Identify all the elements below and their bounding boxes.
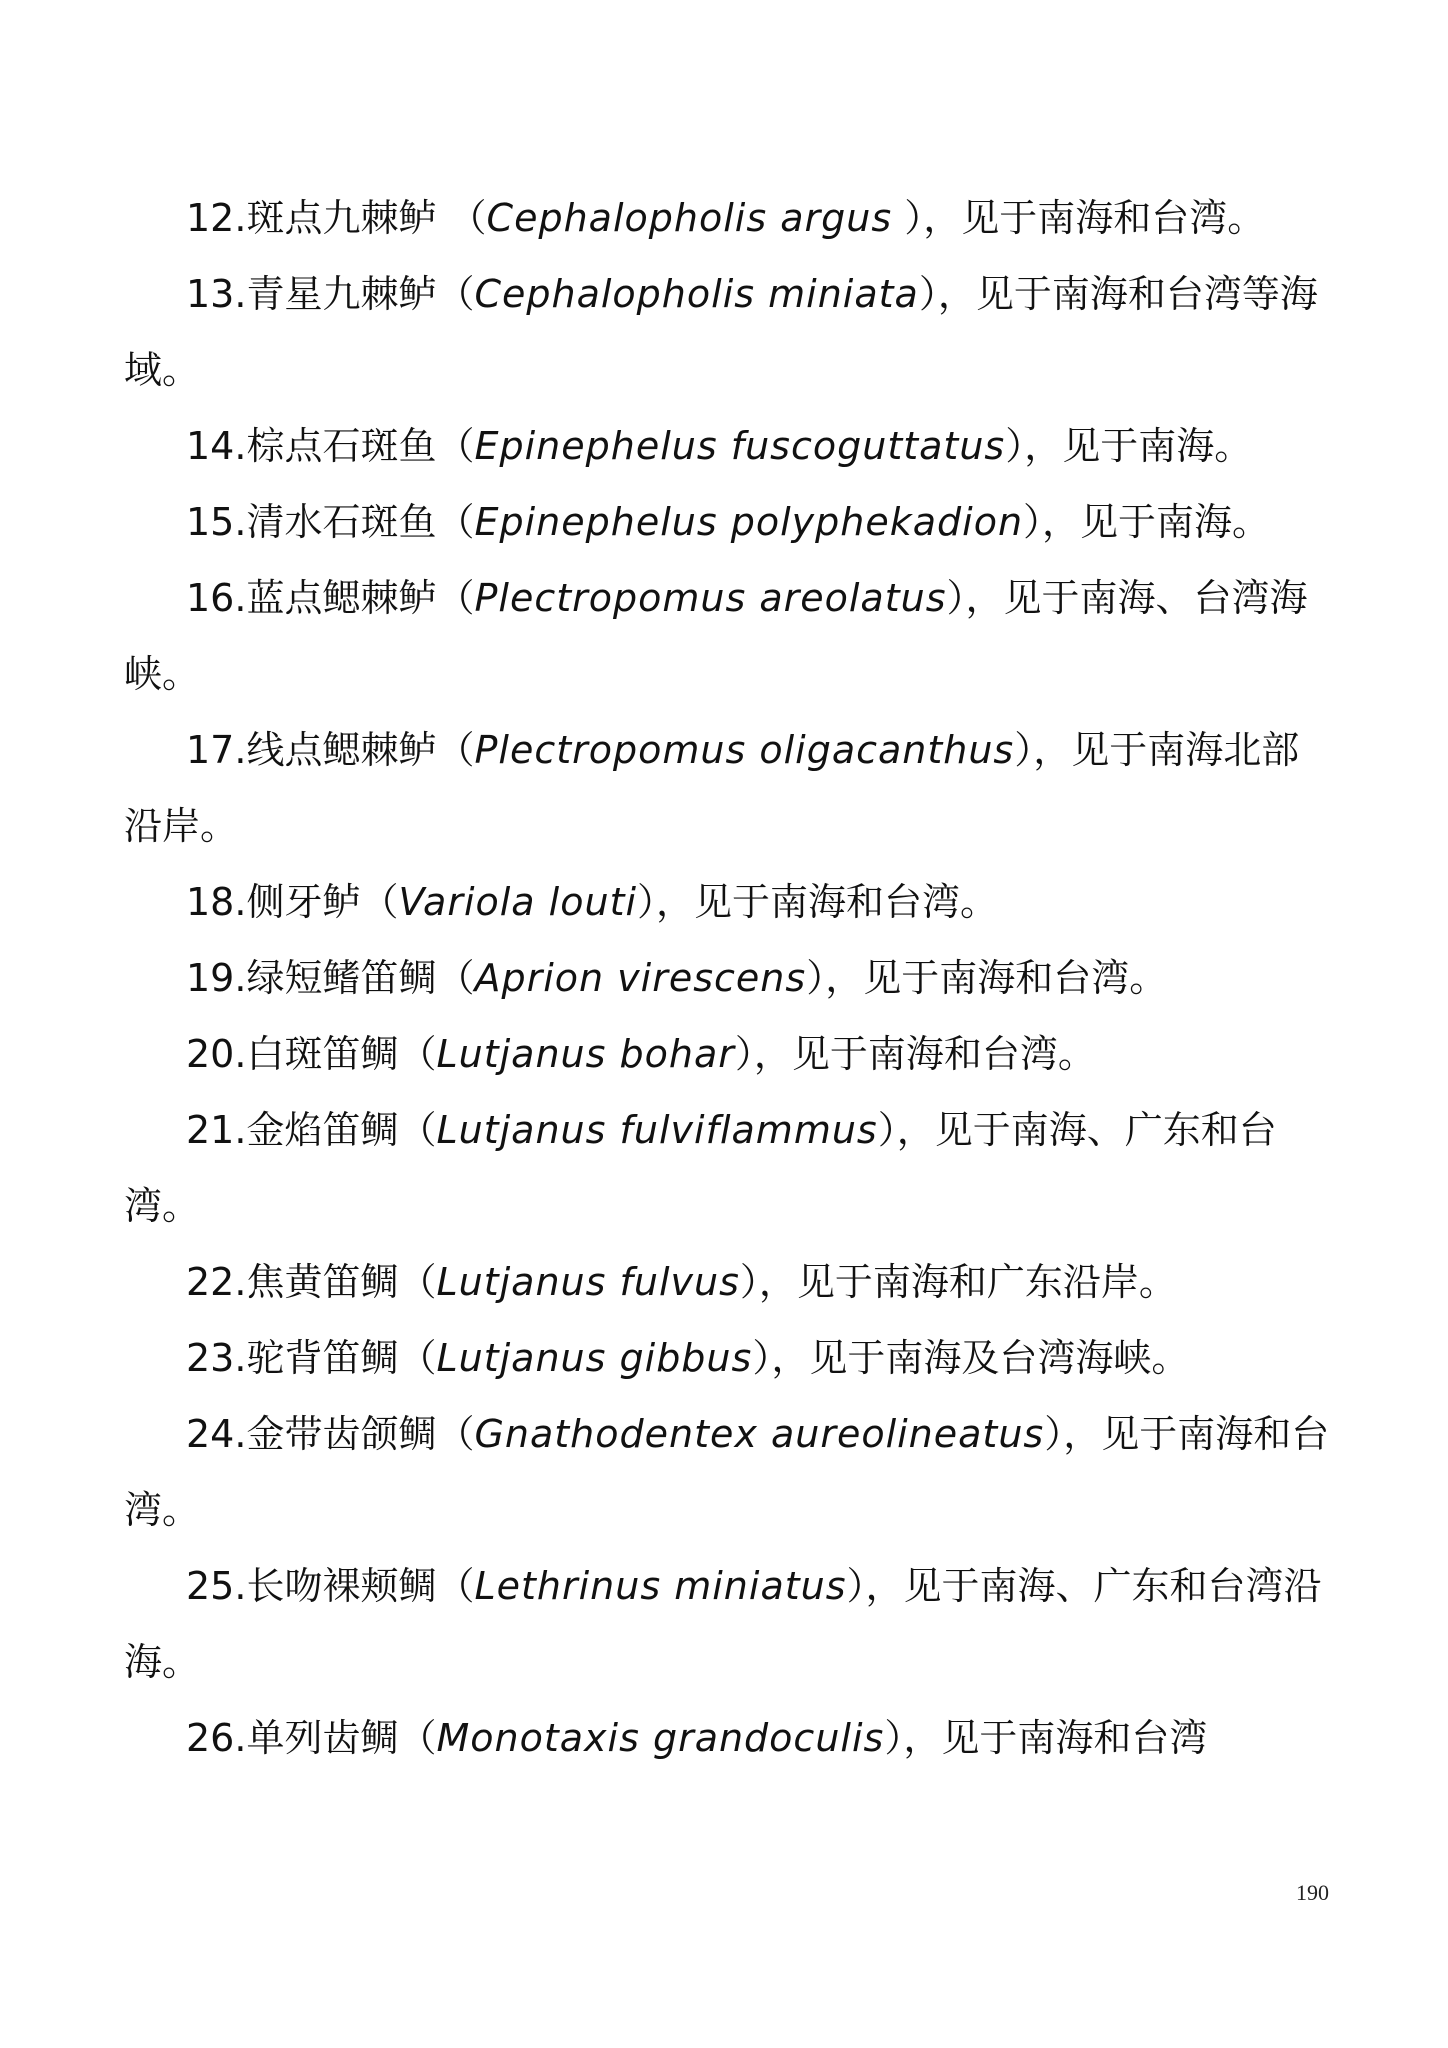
- chinese-name: 金带齿颌鲷: [246, 1412, 437, 1456]
- species-entry-17: 17.线点鳃棘鲈（Plectropomus oligacanthus），见于南海北部沿岸。: [124, 728, 1300, 848]
- chinese-name: 斑点九棘鲈: [246, 196, 437, 240]
- latin-name: Lutjanus gibbus: [436, 1336, 753, 1380]
- species-entry-14: 14.棕点石斑鱼（Epinephelus fuscoguttatus），见于南海。: [186, 424, 1253, 468]
- chinese-name: 金焰笛鲷: [246, 1108, 399, 1152]
- distribution-text: 见于南海北部沿岸。: [124, 728, 1300, 848]
- distribution-text: 见于南海及台湾海峡。: [809, 1336, 1190, 1380]
- chinese-name: 侧牙鲈: [246, 880, 361, 924]
- latin-name: Cephalopholis miniata: [474, 272, 919, 316]
- latin-name: Epinephelus fuscoguttatus: [474, 424, 1006, 468]
- entry-number: 14.: [186, 424, 247, 468]
- entry-number: 18.: [186, 880, 247, 924]
- species-entry-22: 22.焦黄笛鲷（Lutjanus fulvus），见于南海和广东沿岸。: [186, 1260, 1177, 1304]
- distribution-text: 见于南海和台湾。: [124, 1412, 1330, 1532]
- species-entry-24: 24.金带齿颌鲷（Gnathodentex aureolineatus），见于南海和台湾。: [124, 1412, 1330, 1532]
- species-entry-21: 21.金焰笛鲷（Lutjanus fulviflammus），见于南海、广东和台湾。: [124, 1108, 1277, 1228]
- chinese-name: 白斑笛鲷: [246, 1032, 399, 1076]
- entry-number: 23.: [186, 1336, 247, 1380]
- chinese-name: 绿短鳍笛鲷: [246, 956, 437, 1000]
- chinese-name: 清水石斑鱼: [246, 500, 437, 544]
- distribution-text: 见于南海和台湾。: [791, 1032, 1096, 1076]
- entry-number: 15.: [186, 500, 247, 544]
- entry-number: 25.: [186, 1564, 247, 1608]
- species-entry-13: 13.青星九棘鲈（Cephalopholis miniata），见于南海和台湾等海域。: [124, 272, 1318, 392]
- entry-number: 19.: [186, 956, 247, 1000]
- entry-number: 20.: [186, 1032, 247, 1076]
- species-list: [124, 180, 1334, 1776]
- latin-name: Monotaxis grandoculis: [436, 1716, 885, 1760]
- entry-number: 13.: [186, 272, 247, 316]
- chinese-name: 长吻裸颊鲷: [246, 1564, 437, 1608]
- species-entry-23: 23.驼背笛鲷（Lutjanus gibbus），见于南海及台湾海峡。: [186, 1336, 1190, 1380]
- chinese-name: 焦黄笛鲷: [246, 1260, 399, 1304]
- species-entry-12: 12.斑点九棘鲈 （Cephalopholis argus ），见于南海和台湾。: [186, 196, 1266, 240]
- chinese-name: 线点鳃棘鲈: [246, 728, 437, 772]
- entry-number: 26.: [186, 1716, 247, 1760]
- species-entry-15: 15.清水石斑鱼（Epinephelus polyphekadion），见于南海。: [186, 500, 1271, 544]
- distribution-text: 见于南海。: [1080, 500, 1271, 544]
- distribution-text: 见于南海和台湾等海域。: [124, 272, 1318, 392]
- entry-number: 22.: [186, 1260, 247, 1304]
- latin-name: Gnathodentex aureolineatus: [474, 1412, 1045, 1456]
- chinese-name: 驼背笛鲷: [246, 1336, 399, 1380]
- chinese-name: 单列齿鲷: [246, 1716, 399, 1760]
- species-entry-19: 19.绿短鳍笛鲷（Aprion virescens），见于南海和台湾。: [186, 956, 1168, 1000]
- species-entry-25: 25.长吻裸颊鲷（Lethrinus miniatus），见于南海、广东和台湾沿海。: [124, 1564, 1322, 1684]
- entry-number: 12.: [186, 196, 247, 240]
- distribution-text: 见于南海、广东和台湾沿海。: [124, 1564, 1322, 1684]
- distribution-text: 见于南海、台湾海峡。: [124, 576, 1308, 696]
- species-entry-26: 26.单列齿鲷（Monotaxis grandoculis），见于南海和台湾: [186, 1716, 1208, 1760]
- latin-name: Lutjanus fulviflammus: [436, 1108, 878, 1152]
- latin-name: Lutjanus fulvus: [436, 1260, 740, 1304]
- distribution-text: 见于南海和广东沿岸。: [796, 1260, 1177, 1304]
- latin-name: Epinephelus polyphekadion: [474, 500, 1024, 544]
- species-entry-18: 18.侧牙鲈（Variola louti），见于南海和台湾。: [186, 880, 999, 924]
- species-entry-20: 20.白斑笛鲷（Lutjanus bohar），见于南海和台湾。: [186, 1032, 1096, 1076]
- entry-number: 16.: [186, 576, 247, 620]
- chinese-name: 棕点石斑鱼: [246, 424, 437, 468]
- latin-name: Plectropomus areolatus: [474, 576, 947, 620]
- distribution-text: 见于南海和台湾。: [961, 196, 1266, 240]
- distribution-text: 见于南海和台湾。: [863, 956, 1168, 1000]
- latin-name: Cephalopholis argus: [486, 196, 893, 240]
- latin-name: Plectropomus oligacanthus: [474, 728, 1015, 772]
- latin-name: Lethrinus miniatus: [474, 1564, 847, 1608]
- entry-number: 24.: [186, 1412, 247, 1456]
- entry-number: 21.: [186, 1108, 247, 1152]
- latin-name: Variola louti: [398, 880, 638, 924]
- distribution-text: 见于南海和台湾: [941, 1716, 1208, 1760]
- page-number: 190: [1296, 1880, 1329, 1905]
- chinese-name: 青星九棘鲈: [246, 272, 437, 316]
- latin-name: Lutjanus bohar: [436, 1032, 735, 1076]
- entry-number: 17.: [186, 728, 247, 772]
- distribution-text: 见于南海。: [1062, 424, 1253, 468]
- latin-name: Aprion virescens: [474, 956, 807, 1000]
- species-entry-16: 16.蓝点鳃棘鲈（Plectropomus areolatus），见于南海、台湾海峡。: [124, 576, 1308, 696]
- distribution-text: 见于南海和台湾。: [694, 880, 999, 924]
- chinese-name: 蓝点鳃棘鲈: [246, 576, 437, 620]
- distribution-text: 见于南海、广东和台湾。: [124, 1108, 1277, 1228]
